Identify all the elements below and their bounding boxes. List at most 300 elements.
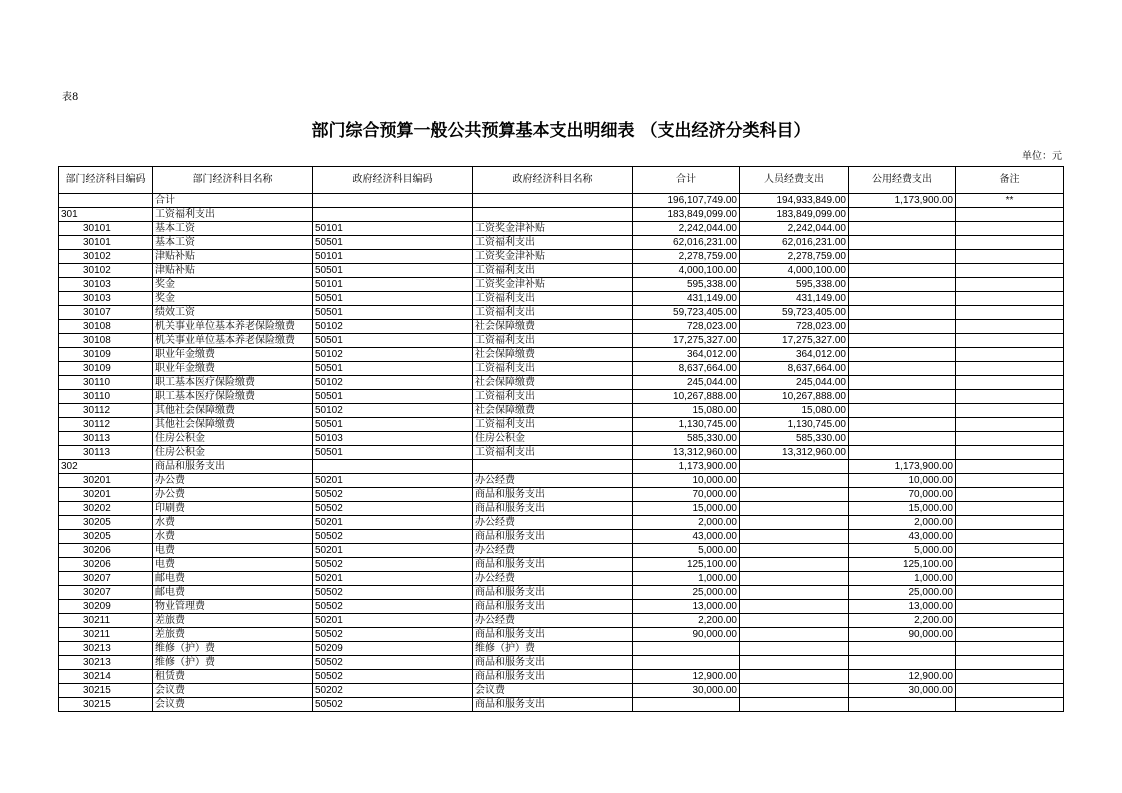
cell-gov-name [473, 194, 633, 208]
cell-personnel: 1,130,745.00 [740, 418, 849, 432]
cell-personnel [740, 642, 849, 656]
cell-gov-code: 50502 [313, 586, 473, 600]
cell-gov-name: 工资福利支出 [473, 334, 633, 348]
table-number: 表8 [62, 92, 79, 103]
cell-gov-name: 办公经费 [473, 516, 633, 530]
cell-total: 183,849,099.00 [633, 208, 740, 222]
cell-note [956, 516, 1064, 530]
cell-total: 2,242,044.00 [633, 222, 740, 236]
cell-gov-code: 50101 [313, 250, 473, 264]
table-row [59, 502, 1064, 516]
cell-note [956, 390, 1064, 404]
cell-gov-name: 商品和服务支出 [473, 670, 633, 684]
cell-gov-name: 工资福利支出 [473, 236, 633, 250]
cell-dept-name: 基本工资 [153, 222, 313, 236]
cell-total: 15,080.00 [633, 404, 740, 418]
cell-total: 585,330.00 [633, 432, 740, 446]
cell-personnel [740, 614, 849, 628]
cell-gov-name: 社会保障缴费 [473, 348, 633, 362]
cell-total: 17,275,327.00 [633, 334, 740, 348]
cell-gov-name: 社会保障缴费 [473, 404, 633, 418]
cell-gov-name: 工资福利支出 [473, 306, 633, 320]
cell-gov-name: 工资福利支出 [473, 418, 633, 432]
cell-dept-name: 会议费 [153, 684, 313, 698]
cell-public [849, 236, 956, 250]
cell-personnel [740, 488, 849, 502]
cell-public [849, 376, 956, 390]
cell-personnel [740, 530, 849, 544]
cell-total: 62,016,231.00 [633, 236, 740, 250]
table-row [59, 306, 1064, 320]
cell-note [956, 572, 1064, 586]
cell-note [956, 376, 1064, 390]
cell-gov-name: 商品和服务支出 [473, 628, 633, 642]
cell-dept-code: 30211 [59, 628, 153, 642]
cell-gov-name: 办公经费 [473, 474, 633, 488]
cell-gov-code: 50501 [313, 362, 473, 376]
cell-note [956, 474, 1064, 488]
cell-gov-name: 商品和服务支出 [473, 656, 633, 670]
cell-note [956, 670, 1064, 684]
cell-dept-name: 差旅费 [153, 628, 313, 642]
cell-personnel: 585,330.00 [740, 432, 849, 446]
cell-dept-name: 机关事业单位基本养老保险缴费 [153, 334, 313, 348]
cell-gov-code [313, 460, 473, 474]
cell-dept-code: 30205 [59, 530, 153, 544]
table-row [59, 656, 1064, 670]
cell-dept-name: 基本工资 [153, 236, 313, 250]
cell-note [956, 460, 1064, 474]
cell-note [956, 614, 1064, 628]
table-row [59, 432, 1064, 446]
table-row [59, 222, 1064, 236]
cell-personnel: 13,312,960.00 [740, 446, 849, 460]
cell-note [956, 320, 1064, 334]
cell-gov-code: 50502 [313, 558, 473, 572]
table-row [59, 362, 1064, 376]
cell-dept-code: 30201 [59, 474, 153, 488]
cell-dept-name: 合计 [153, 194, 313, 208]
cell-total: 15,000.00 [633, 502, 740, 516]
cell-public [849, 446, 956, 460]
header-note: 备注 [956, 167, 1064, 194]
cell-dept-name: 物业管理费 [153, 600, 313, 614]
cell-dept-name: 印刷费 [153, 502, 313, 516]
cell-gov-name: 工资福利支出 [473, 292, 633, 306]
cell-dept-code: 30206 [59, 544, 153, 558]
cell-total: 125,100.00 [633, 558, 740, 572]
cell-dept-code: 30112 [59, 418, 153, 432]
cell-gov-name: 商品和服务支出 [473, 600, 633, 614]
cell-dept-code: 30215 [59, 698, 153, 712]
cell-public [849, 362, 956, 376]
cell-personnel [740, 502, 849, 516]
cell-personnel: 183,849,099.00 [740, 208, 849, 222]
cell-personnel: 10,267,888.00 [740, 390, 849, 404]
cell-dept-code: 30213 [59, 656, 153, 670]
table-row [59, 404, 1064, 418]
cell-public: 70,000.00 [849, 488, 956, 502]
cell-gov-code: 50502 [313, 600, 473, 614]
cell-note [956, 348, 1064, 362]
cell-total: 2,278,759.00 [633, 250, 740, 264]
cell-gov-code: 50501 [313, 292, 473, 306]
cell-total: 10,000.00 [633, 474, 740, 488]
cell-gov-code: 50502 [313, 488, 473, 502]
cell-personnel [740, 544, 849, 558]
cell-dept-name: 津贴补贴 [153, 250, 313, 264]
cell-dept-code: 30101 [59, 222, 153, 236]
cell-dept-code [59, 194, 153, 208]
cell-total: 25,000.00 [633, 586, 740, 600]
cell-dept-code: 30206 [59, 558, 153, 572]
cell-note [956, 446, 1064, 460]
cell-total: 70,000.00 [633, 488, 740, 502]
cell-gov-code: 50102 [313, 320, 473, 334]
cell-public [849, 320, 956, 334]
cell-gov-code: 50502 [313, 502, 473, 516]
cell-gov-code: 50201 [313, 544, 473, 558]
table-row [59, 614, 1064, 628]
cell-total: 4,000,100.00 [633, 264, 740, 278]
cell-dept-code: 30201 [59, 488, 153, 502]
cell-dept-name: 会议费 [153, 698, 313, 712]
cell-gov-name: 工资奖金津补贴 [473, 222, 633, 236]
cell-dept-code: 30207 [59, 586, 153, 600]
cell-gov-code: 50209 [313, 642, 473, 656]
cell-gov-name: 办公经费 [473, 614, 633, 628]
cell-gov-code: 50102 [313, 348, 473, 362]
table-row [59, 446, 1064, 460]
cell-total: 59,723,405.00 [633, 306, 740, 320]
header-gov-code: 政府经济科目编码 [313, 167, 473, 194]
cell-dept-name: 水费 [153, 516, 313, 530]
cell-dept-name: 其他社会保障缴费 [153, 404, 313, 418]
cell-note [956, 362, 1064, 376]
cell-dept-code: 30211 [59, 614, 153, 628]
cell-total [633, 698, 740, 712]
cell-dept-name: 工资福利支出 [153, 208, 313, 222]
cell-public [849, 432, 956, 446]
cell-public: 30,000.00 [849, 684, 956, 698]
table-row [59, 292, 1064, 306]
cell-total [633, 656, 740, 670]
cell-personnel: 364,012.00 [740, 348, 849, 362]
cell-note [956, 334, 1064, 348]
cell-gov-code: 50501 [313, 264, 473, 278]
cell-public: 1,173,900.00 [849, 460, 956, 474]
cell-gov-code: 50501 [313, 306, 473, 320]
cell-public [849, 208, 956, 222]
cell-note [956, 306, 1064, 320]
cell-personnel [740, 572, 849, 586]
cell-public: 43,000.00 [849, 530, 956, 544]
table-row [59, 334, 1064, 348]
cell-personnel [740, 516, 849, 530]
table-row [59, 572, 1064, 586]
cell-personnel [740, 698, 849, 712]
cell-gov-code [313, 208, 473, 222]
cell-dept-code: 30112 [59, 404, 153, 418]
cell-dept-code: 30102 [59, 264, 153, 278]
cell-total: 13,000.00 [633, 600, 740, 614]
cell-dept-name: 奖金 [153, 292, 313, 306]
cell-total: 728,023.00 [633, 320, 740, 334]
table-header-row [59, 167, 1064, 194]
cell-note [956, 278, 1064, 292]
header-dept-name: 部门经济科目名称 [153, 167, 313, 194]
cell-gov-code: 50101 [313, 222, 473, 236]
cell-gov-code: 50201 [313, 614, 473, 628]
cell-dept-name: 津贴补贴 [153, 264, 313, 278]
cell-total: 8,637,664.00 [633, 362, 740, 376]
cell-dept-name: 住房公积金 [153, 446, 313, 460]
cell-public [849, 698, 956, 712]
cell-personnel: 194,933,849.00 [740, 194, 849, 208]
table-row [59, 488, 1064, 502]
table-row [59, 684, 1064, 698]
expenditure-table [58, 166, 1064, 712]
cell-dept-code: 301 [59, 208, 153, 222]
cell-note [956, 600, 1064, 614]
cell-total [633, 642, 740, 656]
cell-dept-code: 30202 [59, 502, 153, 516]
cell-personnel [740, 558, 849, 572]
cell-dept-code: 30110 [59, 390, 153, 404]
cell-note [956, 222, 1064, 236]
cell-personnel: 728,023.00 [740, 320, 849, 334]
cell-total: 196,107,749.00 [633, 194, 740, 208]
cell-dept-name: 职业年金缴费 [153, 348, 313, 362]
cell-personnel [740, 670, 849, 684]
cell-public [849, 222, 956, 236]
cell-gov-name: 社会保障缴费 [473, 320, 633, 334]
unit-label: 单位：元 [1022, 151, 1062, 162]
cell-gov-name: 办公经费 [473, 544, 633, 558]
cell-dept-code: 30110 [59, 376, 153, 390]
cell-dept-code: 30213 [59, 642, 153, 656]
cell-note [956, 236, 1064, 250]
table-row [59, 600, 1064, 614]
cell-dept-code: 30101 [59, 236, 153, 250]
cell-public [849, 278, 956, 292]
cell-dept-name: 商品和服务支出 [153, 460, 313, 474]
cell-public [849, 348, 956, 362]
cell-dept-code: 30103 [59, 292, 153, 306]
cell-personnel: 15,080.00 [740, 404, 849, 418]
cell-gov-name: 商品和服务支出 [473, 488, 633, 502]
cell-personnel: 8,637,664.00 [740, 362, 849, 376]
cell-gov-name: 工资福利支出 [473, 390, 633, 404]
table-row [59, 670, 1064, 684]
cell-dept-name: 奖金 [153, 278, 313, 292]
cell-dept-name: 办公费 [153, 474, 313, 488]
cell-total: 2,200.00 [633, 614, 740, 628]
cell-public: 5,000.00 [849, 544, 956, 558]
cell-note [956, 502, 1064, 516]
cell-note [956, 292, 1064, 306]
cell-note [956, 418, 1064, 432]
cell-note [956, 250, 1064, 264]
cell-gov-name: 工资福利支出 [473, 264, 633, 278]
table-row [59, 628, 1064, 642]
table-row [59, 278, 1064, 292]
cell-gov-name [473, 208, 633, 222]
cell-gov-name: 商品和服务支出 [473, 530, 633, 544]
cell-gov-code: 50102 [313, 404, 473, 418]
cell-gov-name: 商品和服务支出 [473, 502, 633, 516]
cell-note: ** [956, 194, 1064, 208]
cell-gov-name: 会议费 [473, 684, 633, 698]
table-row [59, 544, 1064, 558]
cell-total: 5,000.00 [633, 544, 740, 558]
cell-gov-name: 工资奖金津补贴 [473, 250, 633, 264]
cell-total: 43,000.00 [633, 530, 740, 544]
cell-dept-code: 30103 [59, 278, 153, 292]
cell-public [849, 292, 956, 306]
cell-dept-code: 30108 [59, 320, 153, 334]
cell-gov-code: 50201 [313, 516, 473, 530]
cell-gov-name: 商品和服务支出 [473, 586, 633, 600]
cell-public: 2,000.00 [849, 516, 956, 530]
table-row [59, 474, 1064, 488]
cell-dept-name: 邮电费 [153, 586, 313, 600]
cell-note [956, 698, 1064, 712]
table-row [59, 516, 1064, 530]
cell-personnel [740, 600, 849, 614]
table-row [59, 264, 1064, 278]
cell-dept-code: 30209 [59, 600, 153, 614]
cell-public: 2,200.00 [849, 614, 956, 628]
table-row [59, 642, 1064, 656]
cell-dept-code: 30113 [59, 446, 153, 460]
cell-public [849, 656, 956, 670]
cell-total: 364,012.00 [633, 348, 740, 362]
cell-dept-name: 水费 [153, 530, 313, 544]
cell-dept-name: 住房公积金 [153, 432, 313, 446]
cell-dept-code: 30109 [59, 348, 153, 362]
cell-dept-name: 其他社会保障缴费 [153, 418, 313, 432]
header-gov-name: 政府经济科目名称 [473, 167, 633, 194]
cell-public: 125,100.00 [849, 558, 956, 572]
cell-gov-name: 住房公积金 [473, 432, 633, 446]
cell-public: 25,000.00 [849, 586, 956, 600]
cell-gov-name: 维修（护）费 [473, 642, 633, 656]
cell-gov-code: 50502 [313, 698, 473, 712]
cell-gov-code: 50502 [313, 670, 473, 684]
cell-dept-code: 30214 [59, 670, 153, 684]
cell-personnel: 431,149.00 [740, 292, 849, 306]
cell-gov-code: 50103 [313, 432, 473, 446]
cell-public: 13,000.00 [849, 600, 956, 614]
cell-total: 2,000.00 [633, 516, 740, 530]
cell-public [849, 250, 956, 264]
cell-total: 245,044.00 [633, 376, 740, 390]
table-row [59, 698, 1064, 712]
cell-public: 1,173,900.00 [849, 194, 956, 208]
cell-total: 1,000.00 [633, 572, 740, 586]
cell-gov-name: 工资奖金津补贴 [473, 278, 633, 292]
cell-gov-code: 50502 [313, 530, 473, 544]
header-personnel: 人员经费支出 [740, 167, 849, 194]
table-body [59, 194, 1064, 712]
cell-public [849, 404, 956, 418]
cell-public [849, 264, 956, 278]
cell-personnel: 2,278,759.00 [740, 250, 849, 264]
cell-gov-name: 工资福利支出 [473, 362, 633, 376]
table-row [59, 208, 1064, 222]
cell-dept-code: 30215 [59, 684, 153, 698]
cell-personnel: 17,275,327.00 [740, 334, 849, 348]
cell-gov-code: 50202 [313, 684, 473, 698]
table-row [59, 418, 1064, 432]
cell-note [956, 642, 1064, 656]
cell-public: 90,000.00 [849, 628, 956, 642]
cell-personnel [740, 586, 849, 600]
cell-gov-code: 50501 [313, 390, 473, 404]
cell-personnel [740, 460, 849, 474]
page-title: 部门综合预算一般公共预算基本支出明细表 （支出经济分类科目） [311, 121, 811, 141]
cell-gov-code: 50101 [313, 278, 473, 292]
cell-note [956, 684, 1064, 698]
cell-public: 1,000.00 [849, 572, 956, 586]
cell-total: 30,000.00 [633, 684, 740, 698]
cell-public: 12,900.00 [849, 670, 956, 684]
cell-dept-name: 差旅费 [153, 614, 313, 628]
cell-total: 12,900.00 [633, 670, 740, 684]
cell-dept-name: 职工基本医疗保险缴费 [153, 376, 313, 390]
cell-dept-code: 30108 [59, 334, 153, 348]
cell-dept-name: 机关事业单位基本养老保险缴费 [153, 320, 313, 334]
cell-gov-code: 50201 [313, 474, 473, 488]
header-public: 公用经费支出 [849, 167, 956, 194]
header-dept-code: 部门经济科目编码 [59, 167, 153, 194]
cell-dept-name: 办公费 [153, 488, 313, 502]
cell-note [956, 432, 1064, 446]
cell-dept-name: 绩效工资 [153, 306, 313, 320]
cell-public [849, 418, 956, 432]
cell-public [849, 306, 956, 320]
cell-gov-name: 工资福利支出 [473, 446, 633, 460]
cell-gov-code: 50102 [313, 376, 473, 390]
table-row [59, 236, 1064, 250]
cell-public [849, 390, 956, 404]
cell-total: 90,000.00 [633, 628, 740, 642]
table-row [59, 586, 1064, 600]
cell-dept-code: 302 [59, 460, 153, 474]
cell-gov-code: 50502 [313, 656, 473, 670]
cell-gov-name: 商品和服务支出 [473, 698, 633, 712]
cell-dept-code: 30102 [59, 250, 153, 264]
cell-dept-name: 维修（护）费 [153, 642, 313, 656]
cell-note [956, 628, 1064, 642]
cell-dept-name: 邮电费 [153, 572, 313, 586]
cell-dept-name: 维修（护）费 [153, 656, 313, 670]
cell-dept-name: 电费 [153, 544, 313, 558]
table-row [59, 390, 1064, 404]
cell-dept-name: 电费 [153, 558, 313, 572]
table-row [59, 376, 1064, 390]
cell-gov-name: 社会保障缴费 [473, 376, 633, 390]
table-row [59, 530, 1064, 544]
cell-personnel: 62,016,231.00 [740, 236, 849, 250]
cell-personnel [740, 656, 849, 670]
cell-gov-code [313, 194, 473, 208]
cell-personnel [740, 474, 849, 488]
cell-public [849, 642, 956, 656]
cell-total: 1,130,745.00 [633, 418, 740, 432]
cell-personnel [740, 628, 849, 642]
